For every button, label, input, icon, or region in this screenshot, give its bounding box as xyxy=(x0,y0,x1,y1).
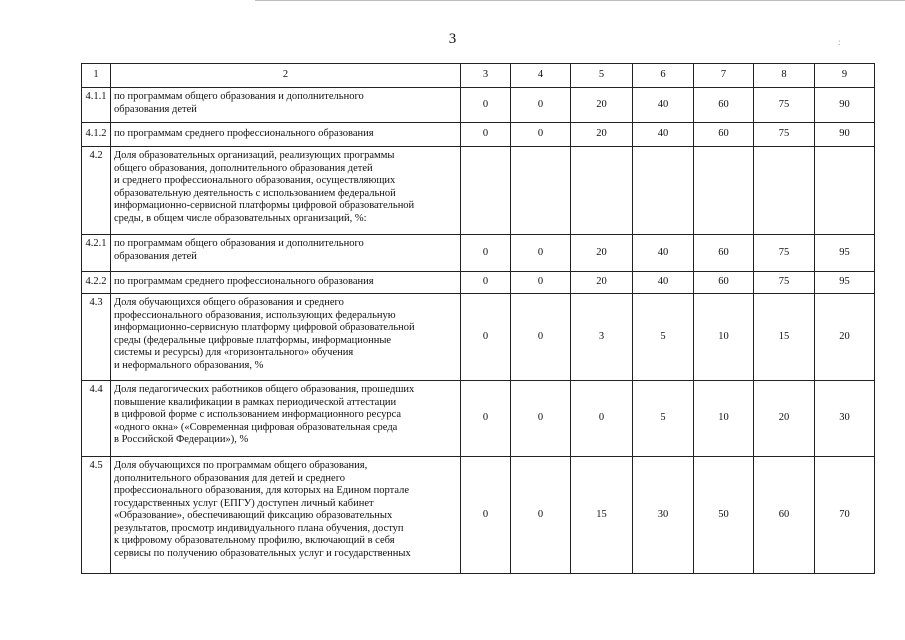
value-cell: 75 xyxy=(754,123,815,147)
table-row xyxy=(82,272,875,294)
value-cell: 60 xyxy=(694,272,754,294)
value-cell: 0 xyxy=(511,272,571,294)
value-cell: 10 xyxy=(694,294,754,381)
row-number: 4.3 xyxy=(82,294,111,381)
value-cell: 20 xyxy=(571,123,633,147)
value-cell xyxy=(754,147,815,235)
value-cell: 70 xyxy=(815,457,875,574)
value-cell: 0 xyxy=(511,235,571,272)
table-row xyxy=(82,457,875,574)
value-cell: 0 xyxy=(511,457,571,574)
value-cell xyxy=(461,147,511,235)
value-cell: 0 xyxy=(461,381,511,457)
value-cell: 40 xyxy=(633,123,694,147)
row-number: 4.2.2 xyxy=(82,272,111,294)
row-description: по программам среднего профессионального образования xyxy=(111,123,461,147)
table-row xyxy=(82,294,875,381)
value-cell: 30 xyxy=(815,381,875,457)
value-cell: 95 xyxy=(815,235,875,272)
value-cell xyxy=(633,147,694,235)
row-description: Доля педагогических работников общего образования, прошедших повышение квалификации в рамках периодической аттестации в цифровой форме с использованием информационного ресурса «одного окна» («Современная цифровая образовательная среда в Российской Федерации»), % xyxy=(111,381,461,457)
value-cell: 20 xyxy=(815,294,875,381)
value-cell xyxy=(694,147,754,235)
header-cell: 3 xyxy=(461,64,511,88)
header-cell: 5 xyxy=(571,64,633,88)
value-cell: 60 xyxy=(694,88,754,123)
header-cell: 9 xyxy=(815,64,875,88)
row-number: 4.4 xyxy=(82,381,111,457)
header-cell: 2 xyxy=(111,64,461,88)
value-cell: 0 xyxy=(511,294,571,381)
row-number: 4.2 xyxy=(82,147,111,235)
value-cell: 5 xyxy=(633,294,694,381)
value-cell: 60 xyxy=(754,457,815,574)
value-cell: 0 xyxy=(461,294,511,381)
value-cell: 5 xyxy=(633,381,694,457)
value-cell: 75 xyxy=(754,272,815,294)
header-cell: 7 xyxy=(694,64,754,88)
value-cell: 0 xyxy=(461,123,511,147)
value-cell: 0 xyxy=(461,457,511,574)
row-description: Доля образовательных организаций, реализующих программы общего образования, дополнительного образования детей и среднего профессионального образования, осуществляющих образовательную деятельность с использованием федеральной информационно-сервисной платформы цифровой образовательной среды, в общем числе образовательных организаций, %: xyxy=(111,147,461,235)
row-number: 4.1.1 xyxy=(82,88,111,123)
table-row xyxy=(82,235,875,272)
value-cell xyxy=(571,147,633,235)
table-row xyxy=(82,88,875,123)
table-row xyxy=(82,123,875,147)
value-cell: 20 xyxy=(754,381,815,457)
value-cell: 15 xyxy=(754,294,815,381)
page-number: 3 xyxy=(448,31,457,47)
header-cell: 4 xyxy=(511,64,571,88)
value-cell xyxy=(511,147,571,235)
row-description: Доля обучающихся по программам общего образования, дополнительного образования для детей и среднего профессионального образования, для которых на Едином портале государственных услуг (ЕПГУ) доступен личный кабинет «Образование», обеспечивающий фиксацию образовательных результатов, просмотр индивидуального плана обучения, доступ к цифровому образовательному профилю, включающий в себя сервисы по получению образовательных услуг и государственных xyxy=(111,457,461,574)
header-cell: 8 xyxy=(754,64,815,88)
row-description: по программам общего образования и дополнительного образования детей xyxy=(111,235,461,272)
value-cell: 0 xyxy=(571,381,633,457)
row-number: 4.5 xyxy=(82,457,111,574)
row-number: 4.1.2 xyxy=(82,123,111,147)
value-cell: 0 xyxy=(461,235,511,272)
value-cell: 20 xyxy=(571,88,633,123)
row-description: по программам общего образования и дополнительного образования детей xyxy=(111,88,461,123)
value-cell: 60 xyxy=(694,235,754,272)
header-cell: 1 xyxy=(82,64,111,88)
indicators-table xyxy=(81,63,875,574)
value-cell: 0 xyxy=(511,123,571,147)
value-cell: 20 xyxy=(571,235,633,272)
value-cell: 10 xyxy=(694,381,754,457)
value-cell: 0 xyxy=(461,272,511,294)
margin-mark: : xyxy=(838,37,841,47)
value-cell: 95 xyxy=(815,272,875,294)
value-cell: 20 xyxy=(571,272,633,294)
value-cell: 15 xyxy=(571,457,633,574)
value-cell: 40 xyxy=(633,235,694,272)
value-cell xyxy=(815,147,875,235)
table-header-row xyxy=(82,64,875,88)
row-number: 4.2.1 xyxy=(82,235,111,272)
table-row xyxy=(82,381,875,457)
value-cell: 75 xyxy=(754,88,815,123)
value-cell: 30 xyxy=(633,457,694,574)
value-cell: 90 xyxy=(815,88,875,123)
row-description: по программам среднего профессионального образования xyxy=(111,272,461,294)
value-cell: 0 xyxy=(511,88,571,123)
row-description: Доля обучающихся общего образования и среднего профессионального образования, использующих федеральную информационно-сервисную платформу цифровой образовательной среды (федеральные цифровые платформы, информационные системы и ресурсы) для «горизонтального» обучения и неформального образования, % xyxy=(111,294,461,381)
value-cell: 0 xyxy=(461,88,511,123)
value-cell: 90 xyxy=(815,123,875,147)
value-cell: 0 xyxy=(511,381,571,457)
value-cell: 50 xyxy=(694,457,754,574)
table-row xyxy=(82,147,875,235)
header-cell: 6 xyxy=(633,64,694,88)
value-cell: 60 xyxy=(694,123,754,147)
top-border-line xyxy=(255,0,905,1)
value-cell: 40 xyxy=(633,272,694,294)
value-cell: 40 xyxy=(633,88,694,123)
value-cell: 75 xyxy=(754,235,815,272)
value-cell: 3 xyxy=(571,294,633,381)
